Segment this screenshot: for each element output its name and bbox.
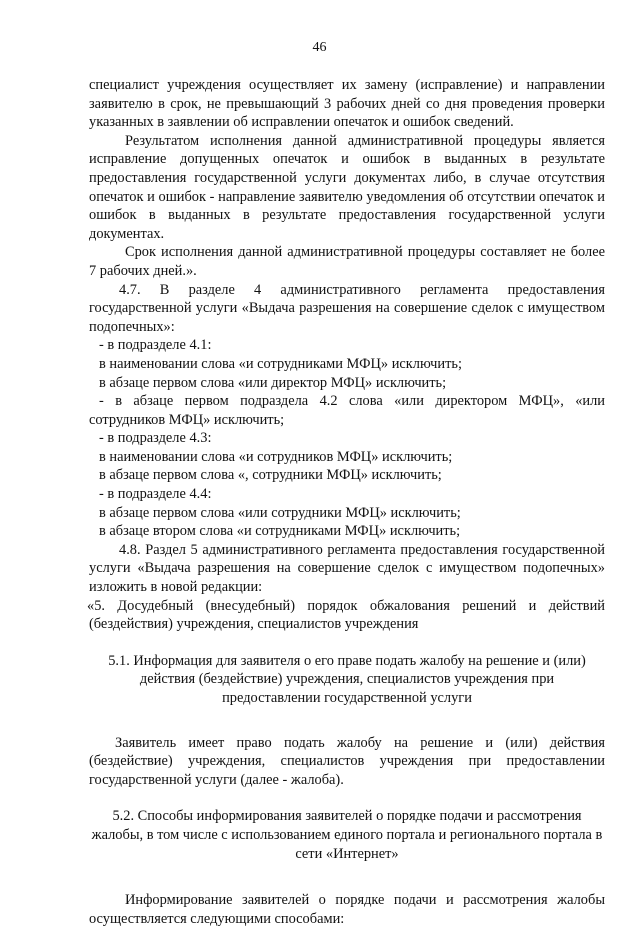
list-item: - в подразделе 4.4: (99, 486, 212, 503)
list-item: - в подразделе 4.1: (99, 337, 212, 354)
subsection-heading: 5.2. Способы информирования заявителей о порядке подачи и рассмотрения жалобы, в том числе с использованием единого портала и регионального портала в сети «Интернет» (91, 808, 603, 862)
paragraph: 4.7. В разделе 4 административного регламента предоставления государственной услуги «Выдача разрешения на совершение сделок с имуществом подопечных»: (89, 281, 605, 335)
paragraph: Заявитель имеет право подать жалобу на решение и (или) действия (бездействие) учреждения, специалистов учреждения при предоставлении государственной услуги (далее - жалоба). (89, 734, 605, 788)
paragraph: специалист учреждения осуществляет их замену (исправление) и направлении заявителю в срок, не превышающий 3 рабочих дней со дня проведения проверки указанных в заявлении об исправлении опечаток и ошибок сведений. (89, 77, 605, 131)
paragraph: Информирование заявителей о порядке подачи и рассмотрения жалобы осуществляется следующими способами: (89, 892, 605, 927)
section-heading: «5. Досудебный (внесудебный) порядок обжалования решений и действий (бездействия) учреждения, специалистов учреждения (87, 597, 605, 633)
page-number: 46 (312, 40, 327, 55)
subsection-heading: 5.1. Информация для заявителя о его праве подать жалобу на решение и (или) действия (бездействие) учреждения, специалистов учреждения при предоставлении государственной услуги (108, 652, 586, 706)
document-body (89, 76, 605, 928)
list-item: в наименовании слова «и сотрудников МФЦ» исключить; (99, 448, 453, 465)
list-item: в абзаце втором слова «и сотрудниками МФЦ» исключить; (99, 523, 461, 540)
paragraph: Срок исполнения данной административной процедуры составляет не более 7 рабочих дней.». (89, 244, 605, 279)
list-item: в абзаце первом слова «или сотрудники МФЦ» исключить; (99, 504, 461, 521)
list-item: в абзаце первом слова «или директор МФЦ» исключить; (99, 374, 447, 391)
list-item: - в подразделе 4.3: (99, 430, 212, 447)
list-item: в абзаце первом слова «, сотрудники МФЦ» исключить; (99, 467, 442, 484)
paragraph: 4.8. Раздел 5 административного регламента предоставления государственной услуги «Выдача разрешения на совершение сделок с имуществом подопечных» изложить в новой редакции: (89, 541, 605, 596)
list-item: - в абзаце первом подраздела 4.2 слова «или директором МФЦ», «или сотрудников МФЦ» исключить; (89, 393, 605, 428)
paragraph: Результатом исполнения данной административной процедуры является исправление допущенных опечаток и ошибок в выданных в результате предоставления государственной услуги документах либо, в случае отсутствия опечаток и ошибок - направление заявителю уведомления об отсутствии опечаток и ошибок в выданных в результате предоставления государственной услуги документах. (89, 132, 605, 242)
list-item: в наименовании слова «и сотрудниками МФЦ» исключить; (99, 355, 462, 372)
